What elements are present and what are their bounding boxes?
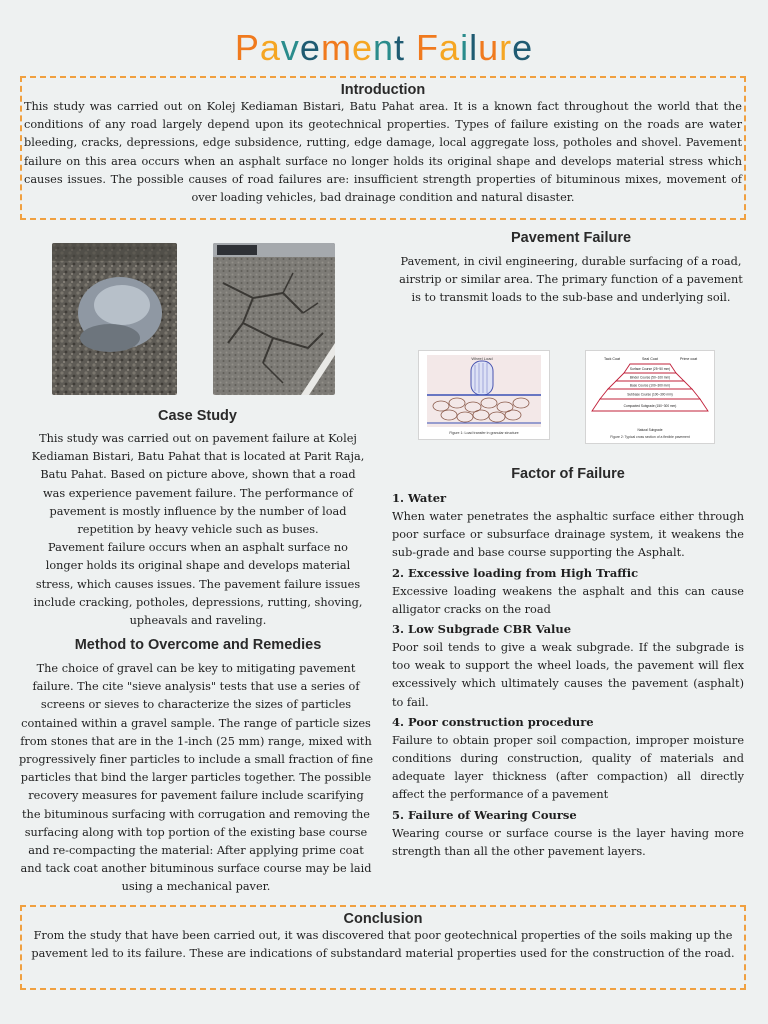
introduction-text: This study was carried out on Kolej Kediaman Bistari, Batu Pahat area. It is a known fact throughout the world that the conditions of any road largely depend upon its geotechnical properties. Types of failure existing on the roads are water bleeding, cracks, depressions, edge subsidence, rutting, edge damage, local aggregate loss, potholes and shovel. Pavement failure on this area occurs when an asphalt surface no longer holds its original shape and develops material stress which causes issues. The possible causes of road failures are: insufficient strength properties of bituminous mixes, movement of over loading vehicles, bad drainage condition and natural disaster. [24, 100, 742, 205]
conclusion-heading: Conclusion [343, 911, 423, 927]
layer-base: Base Course (100~300 mm) [629, 383, 671, 388]
title-letter: i [460, 27, 470, 68]
title-letter: e [351, 27, 373, 68]
case-study-text-2: Pavement failure occurs when an asphalt surface no longer holds its original shape and develops material stress, which causes issues. The pavement failure issues include cracking, potholes, depressions, rutting, shoving, upheavals and raveling. [33, 541, 363, 628]
title-letter: F [416, 27, 440, 68]
title-letter: v [280, 27, 300, 68]
title-letter: u [478, 27, 500, 68]
prime-coat-label: Prime coat [680, 357, 698, 361]
factor-text: Excessive loading weakens the asphalt and this can cause alligator cracks on the road [392, 584, 744, 616]
factor-text: Wearing course or surface course is the layer having more strength than all the other pavement layers. [392, 826, 744, 858]
method-text: The choice of gravel can be key to mitigating pavement failure. The cite "sieve analysis" tests that use a series of screens or sieves to characterize the sizes of particles contained within a gravel sample. The range of particle sizes from stones that are in the 1-inch (25 mm) range, mixed with progressively finer particles to include a small fraction of fine particles that bind the larger particles together. The possible recovery measures for pavement failure include scarifying the bituminous surfacing with corrugation and removing the surfacing along with top portion of the existing base course and re-compacting the material: After applying prime coat and tack coat another bituminous surface course may be laid using a mechanical paver. [18, 662, 374, 894]
wheel-load-label: Wheel Load [471, 356, 493, 361]
conclusion-text: From the study that have been carried out, it was discovered that poor geotechnical properties of the soils making up the pavement led to its failure. These are indications of substandard material properties used for the construction of the road. [31, 929, 735, 961]
factors-heading: Factor of Failure [511, 466, 625, 482]
title-letter: r [499, 27, 513, 68]
figure-load-transfer [418, 350, 550, 440]
factor-text: Failure to obtain proper soil compaction, improper moisture conditions during construction, quality of materials and adequate layer thickness (after compaction) all directly affect the performance of a pavement [392, 733, 744, 802]
title-letter: e [512, 27, 534, 68]
factor-title: 3. Low Subgrade CBR Value [392, 622, 572, 637]
layer-surface: Surface Course (25~50 mm) [629, 367, 671, 371]
pothole-photo [52, 243, 177, 395]
pavement-failure-heading: Pavement Failure [510, 230, 632, 246]
factor-title: 4. Poor construction procedure [392, 714, 594, 729]
title-letter: l [469, 27, 479, 68]
title-letter: m [320, 27, 352, 68]
factor-text: When water penetrates the asphaltic surface either through poor surface or subsurface drainage system, it weakens the sub-grade and base course supporting the Asphalt. [392, 510, 744, 560]
method-heading: Method to Overcome and Remedies [74, 637, 322, 653]
title-letter [405, 27, 416, 68]
title-letter: t [394, 27, 406, 68]
layer-subbase: Subbase Course (100~300 mm) [627, 392, 673, 397]
figure2-caption: Figure 2: Typical cross section of a flexible pavement [610, 435, 690, 439]
case-study-text-1: This study was carried out on pavement failure at Kolej Kediaman Bistari, Batu Pahat that is located at Parit Raja, Batu Pahat. Based on picture above, shown that a road was experience pavement failure. The performance of pavement is mostly influence by the number of load repetition by heavy vehicle such as buses. [31, 432, 365, 537]
seal-coat-label: Seal Coat [642, 357, 658, 361]
introduction-box [20, 76, 746, 220]
pavement-failure-text: Pavement, in civil engineering, durable surfacing of a road, airstrip or similar area. The primary function of a pavement is to transmit loads to the sub-base and underlying soil. [399, 255, 743, 305]
title-letter: a [259, 27, 281, 68]
factor-title: 1. Water [392, 491, 447, 505]
cracked-pavement-photo [213, 243, 335, 395]
conclusion-box [20, 905, 746, 990]
figure1-caption: Figure 1: Load transfer in granular structure [449, 431, 519, 435]
factor-title: 5. Failure of Wearing Course [392, 807, 577, 822]
figure-pavement-cross-section [585, 350, 715, 444]
layer-binder: Binder Course (50~100 mm) [629, 375, 671, 380]
tack-coat-label: Tack Coat [604, 357, 620, 361]
natural-subgrade-label: Natural Subgrade [637, 428, 663, 432]
factors-list [392, 488, 744, 861]
title-letter: n [372, 27, 394, 68]
layer-subgrade: Compacted Subgrade (150~300 mm) [623, 404, 677, 408]
title-letter: a [439, 27, 461, 68]
factor-title: 2. Excessive loading from High Traffic [392, 565, 639, 580]
case-study-heading: Case Study [158, 408, 237, 424]
page-title [0, 26, 768, 70]
title-letter: P [234, 27, 260, 68]
introduction-heading: Introduction [340, 82, 426, 98]
title-letter: e [299, 27, 321, 68]
factor-text: Poor soil tends to give a weak subgrade. If the subgrade is too weak to support the wheel loads, the pavement will flex excessively which ultimately causes the pavement (asphalt) to fail. [392, 641, 744, 709]
